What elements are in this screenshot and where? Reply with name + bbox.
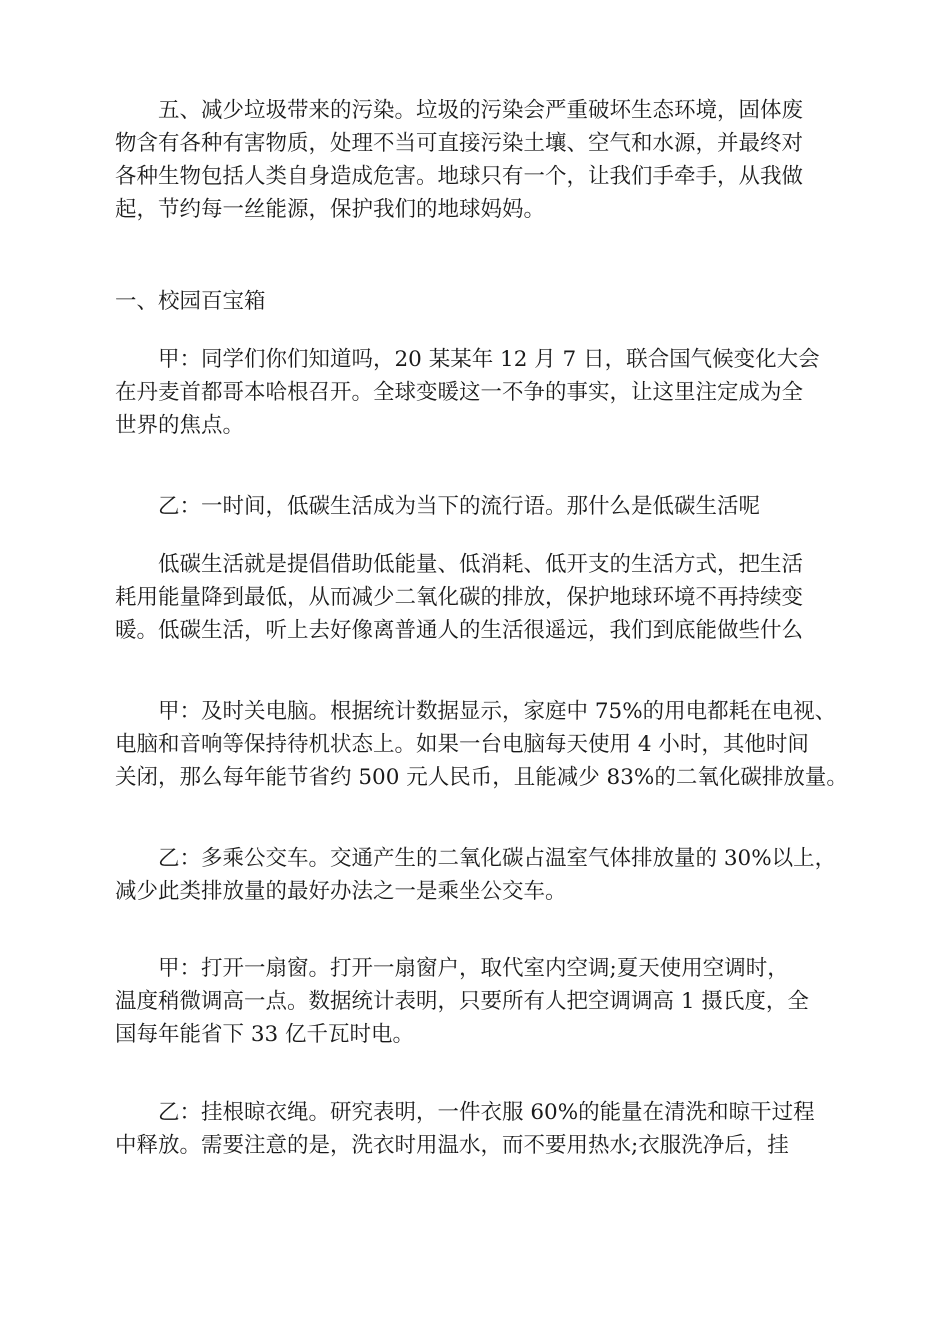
- text-line: 一、校园百宝箱: [115, 289, 266, 314]
- paragraph-low-carbon-question: [115, 490, 855, 523]
- text-line: 温度稍微调高一点。数据统计表明，只要所有人把空调调高 1 摄氏度，全: [115, 989, 809, 1014]
- text-line: 暖。低碳生活，听上去好像离普通人的生活很遥远，我们到底能做些什么: [115, 618, 804, 643]
- text-line: 世界的焦点。: [115, 413, 245, 438]
- text-line: 乙：挂根晾衣绳。研究表明，一件衣服 60%的能量在清洗和晾干过程: [115, 1100, 815, 1125]
- paragraph-open-window: [115, 952, 855, 1051]
- paragraph-reduce-waste-pollution: [115, 94, 855, 226]
- paragraph-turn-off-computer: [115, 695, 855, 794]
- text-line: 减少此类排放量的最好办法之一是乘坐公交车。: [115, 879, 567, 904]
- text-line: 在丹麦首都哥本哈根召开。全球变暖这一不争的事实，让这里注定成为全: [115, 380, 804, 405]
- text-line: 耗用能量降到最低，从而减少二氧化碳的排放，保护地球环境不再持续变: [115, 585, 804, 610]
- section-heading-campus-treasure-box: [115, 285, 855, 318]
- text-line: 物含有各种有害物质，处理不当可直接污染土壤、空气和水源，并最终对: [115, 131, 804, 156]
- text-line: 中释放。需要注意的是，洗衣时用温水，而不要用热水;衣服洗净后，挂: [115, 1133, 789, 1158]
- paragraph-clothesline: [115, 1096, 855, 1162]
- text-line: 电脑和音响等保持待机状态上。如果一台电脑每天使用 4 小时，其他时间: [115, 732, 809, 757]
- text-line: 起，节约每一丝能源，保护我们的地球妈妈。: [115, 197, 546, 222]
- paragraph-low-carbon-definition: [115, 548, 855, 647]
- text-line: 甲：打开一扇窗。打开一扇窗户，取代室内空调;夏天使用空调时，: [115, 956, 789, 981]
- text-line: 甲：同学们你们知道吗，20 某某年 12 月 7 日，联合国气候变化大会: [115, 347, 820, 372]
- text-line: 国每年能省下 33 亿千瓦时电。: [115, 1022, 415, 1047]
- text-line: 关闭，那么每年能节省约 500 元人民币，且能减少 83%的二氧化碳排放量。: [115, 765, 848, 790]
- text-line: 乙：一时间，低碳生活成为当下的流行语。那什么是低碳生活呢: [115, 494, 761, 519]
- paragraph-take-bus: [115, 842, 855, 908]
- text-line: 各种生物包括人类自身造成危害。地球只有一个，让我们手牵手，从我做: [115, 164, 804, 189]
- text-line: 乙：多乘公交车。交通产生的二氧化碳占温室气体排放量的 30%以上，: [115, 846, 837, 871]
- text-line: 五、减少垃圾带来的污染。垃圾的污染会严重破坏生态环境，固体废: [115, 98, 804, 123]
- text-line: 低碳生活就是提倡借助低能量、低消耗、低开支的生活方式，把生活: [115, 552, 804, 577]
- paragraph-copenhagen-conference: [115, 343, 855, 442]
- text-line: 甲：及时关电脑。根据统计数据显示，家庭中 75%的用电都耗在电视、: [115, 699, 837, 724]
